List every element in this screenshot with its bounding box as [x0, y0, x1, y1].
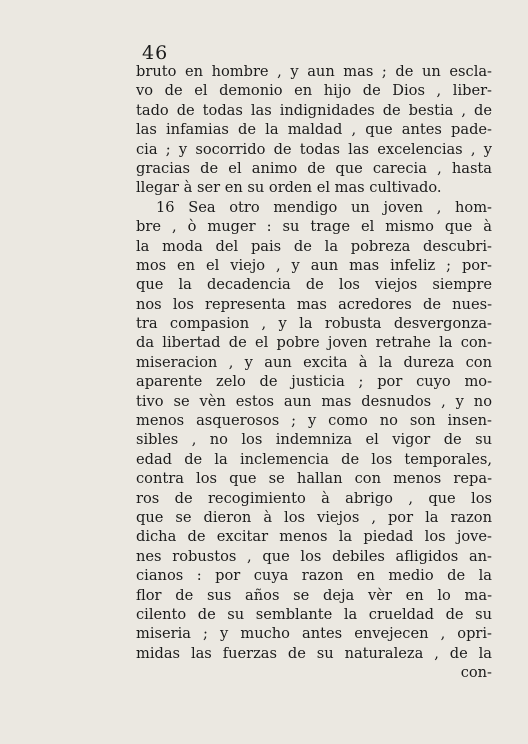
text-line: bre , ò muger : su trage el mismo que à: [136, 218, 492, 236]
text-line: dicha de excitar menos la piedad los jove-: [136, 528, 492, 546]
text-line: miseria ; y mucho antes envejecen , opri-: [136, 625, 492, 643]
text-line: que la decadencia de los viejos siempre: [136, 276, 492, 294]
paragraph-end-line: llegar à ser en su orden el mas cultivado.: [136, 179, 442, 197]
paragraph-16-start-line: 16 Sea otro mendigo un joven , hom-: [156, 198, 492, 216]
body-text: [136, 62, 492, 683]
text-line: nos los representa mas acredores de nues-: [136, 295, 492, 313]
text-line: sibles , no los indemniza el vigor de su: [136, 431, 492, 449]
text-line: contra los que se hallan con menos repa-: [136, 470, 492, 488]
text-line: bruto en hombre , y aun mas ; de un escla-: [136, 63, 492, 80]
text-line: aparente zelo de justicia ; por cuyo mo-: [136, 373, 492, 391]
text-line: tra compasion , y la robusta desvergonza-: [136, 315, 492, 333]
text-line: vo de el demonio en hijo de Dios , liber-: [136, 82, 492, 100]
text-line: flor de sus años se deja vèr en lo ma-: [136, 586, 492, 604]
text-line: da libertad de el pobre joven retrahe la con-: [136, 334, 492, 352]
text-line: cianos : por cuya razon en medio de la: [136, 567, 492, 585]
text-line: ros de recogimiento à abrigo , que los: [136, 489, 492, 507]
text-line: edad de la inclemencia de los temporales,: [136, 450, 492, 468]
text-line: menos asquerosos ; y como no son insen-: [136, 412, 492, 430]
text-line: que se dieron à los viejos , por la razon: [136, 508, 492, 526]
text-line: gracias de el animo de que carecia , hasta: [136, 159, 492, 177]
text-line: tado de todas las indignidades de bestia , de: [136, 101, 492, 119]
text-line: mos en el viejo , y aun mas infeliz ; por-: [136, 256, 492, 274]
page-number: 46: [142, 42, 169, 64]
text-line: tivo se vèn estos aun mas desnudos , y no: [136, 392, 492, 410]
text-line: cilento de su semblante la crueldad de su: [136, 605, 492, 623]
catchword: con-: [460, 664, 492, 682]
text-line: las infamias de la maldad , que antes pade-: [136, 121, 492, 139]
text-line: la moda del pais de la pobreza descubri-: [136, 237, 492, 255]
text-line: miseracion , y aun excita à la dureza con: [136, 353, 492, 371]
text-line: cia ; y socorrido de todas las excelencias , y: [136, 140, 492, 158]
text-line: midas las fuerzas de su naturaleza , de la: [136, 644, 492, 662]
text-line: nes robustos , que los debiles afligidos an-: [136, 547, 492, 565]
